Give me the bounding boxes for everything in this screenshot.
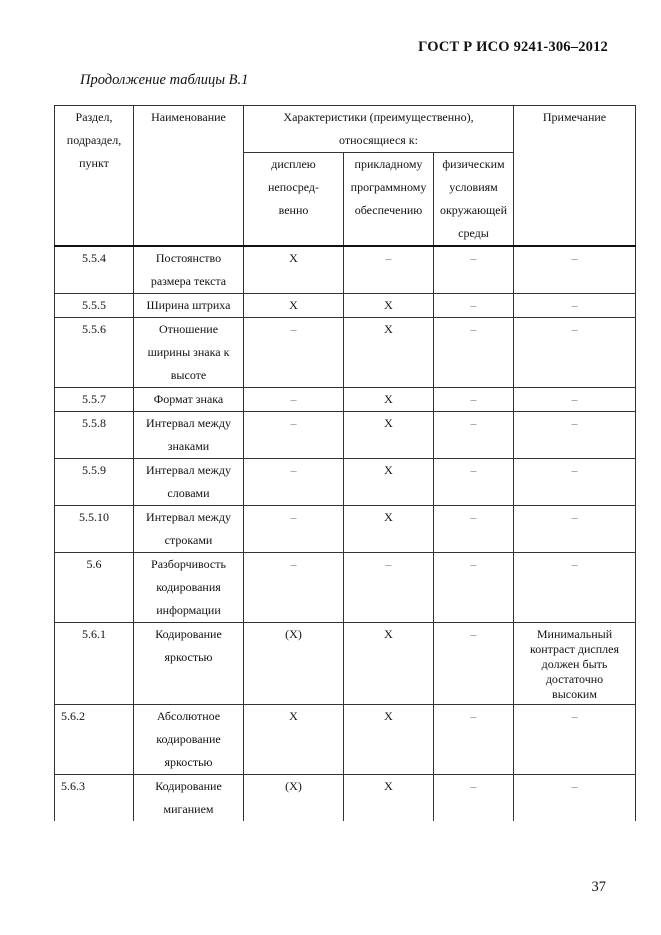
cell-note: – xyxy=(514,294,636,318)
cell-display: X xyxy=(244,294,344,318)
header-name: Наименование xyxy=(134,106,244,247)
table-row xyxy=(55,388,636,412)
table-row xyxy=(55,775,636,822)
cell-physical: – xyxy=(434,775,514,822)
cell-software: X xyxy=(344,775,434,822)
table-row xyxy=(55,294,636,318)
cell-display: – xyxy=(244,388,344,412)
cell-display: (X) xyxy=(244,775,344,822)
cell-section: 5.6.3 xyxy=(55,775,134,822)
cell-note: Минимальный контраст дисплея должен быть достаточно высоким xyxy=(514,623,636,705)
cell-name: Абсолютное кодирование яркостью xyxy=(134,705,244,775)
cell-software: – xyxy=(344,246,434,294)
cell-section: 5.5.4 xyxy=(55,246,134,294)
cell-note: – xyxy=(514,318,636,388)
cell-software: X xyxy=(344,318,434,388)
cell-section: 5.5.6 xyxy=(55,318,134,388)
header-characteristics: Характеристики (преимущественно), относящиеся к: xyxy=(244,106,514,153)
cell-physical: – xyxy=(434,459,514,506)
cell-section: 5.5.7 xyxy=(55,388,134,412)
cell-name: Формат знака xyxy=(134,388,244,412)
cell-section: 5.6 xyxy=(55,553,134,623)
cell-physical: – xyxy=(434,388,514,412)
cell-software: – xyxy=(344,553,434,623)
cell-display: X xyxy=(244,705,344,775)
cell-display: – xyxy=(244,506,344,553)
cell-note: – xyxy=(514,412,636,459)
table-row xyxy=(55,705,636,775)
cell-section: 5.5.9 xyxy=(55,459,134,506)
cell-software: X xyxy=(344,459,434,506)
header-note: Примечание xyxy=(514,106,636,247)
table-body xyxy=(55,246,636,821)
cell-display: X xyxy=(244,246,344,294)
cell-section: 5.5.5 xyxy=(55,294,134,318)
cell-physical: – xyxy=(434,623,514,705)
cell-software: X xyxy=(344,388,434,412)
cell-name: Постоянство размера текста xyxy=(134,246,244,294)
cell-note: – xyxy=(514,506,636,553)
page-number: 37 xyxy=(591,879,606,895)
cell-section: 5.6.2 xyxy=(55,705,134,775)
cell-name: Кодирование миганием xyxy=(134,775,244,822)
table-header-row xyxy=(55,106,636,153)
cell-physical: – xyxy=(434,294,514,318)
cell-software: X xyxy=(344,623,434,705)
cell-section: 5.5.8 xyxy=(55,412,134,459)
cell-physical: – xyxy=(434,412,514,459)
cell-name: Отношение ширины знака к высоте xyxy=(134,318,244,388)
cell-section: 5.5.10 xyxy=(55,506,134,553)
cell-note: – xyxy=(514,388,636,412)
cell-name: Интервал между строками xyxy=(134,506,244,553)
table-row xyxy=(55,506,636,553)
cell-display: – xyxy=(244,412,344,459)
table-row xyxy=(55,553,636,623)
cell-name: Ширина штриха xyxy=(134,294,244,318)
cell-note: – xyxy=(514,775,636,822)
cell-software: X xyxy=(344,294,434,318)
cell-note: – xyxy=(514,553,636,623)
cell-note: – xyxy=(514,459,636,506)
cell-software: X xyxy=(344,506,434,553)
cell-physical: – xyxy=(434,318,514,388)
header-physical: физическим условиям окружающей среды xyxy=(434,153,514,247)
header-display: дисплею непосред- венно xyxy=(244,153,344,247)
cell-physical: – xyxy=(434,506,514,553)
characteristics-table xyxy=(54,105,636,821)
cell-software: X xyxy=(344,705,434,775)
cell-display: – xyxy=(244,553,344,623)
cell-software: X xyxy=(344,412,434,459)
cell-section: 5.6.1 xyxy=(55,623,134,705)
cell-name: Разборчивость кодирования информации xyxy=(134,553,244,623)
cell-display: (X) xyxy=(244,623,344,705)
header-software: прикладному программному обеспечению xyxy=(344,153,434,247)
cell-note: – xyxy=(514,246,636,294)
header-section: Раздел, подраздел, пункт xyxy=(55,106,134,247)
table-caption: Продолжение таблицы В.1 xyxy=(80,72,249,88)
table-row xyxy=(55,459,636,506)
cell-display: – xyxy=(244,459,344,506)
cell-physical: – xyxy=(434,705,514,775)
cell-physical: – xyxy=(434,553,514,623)
cell-note: – xyxy=(514,705,636,775)
cell-display: – xyxy=(244,318,344,388)
table-row xyxy=(55,623,636,705)
cell-name: Интервал между словами xyxy=(134,459,244,506)
document-header: ГОСТ Р ИСО 9241-306–2012 xyxy=(418,39,608,55)
cell-name: Интервал между знаками xyxy=(134,412,244,459)
cell-physical: – xyxy=(434,246,514,294)
table-row xyxy=(55,318,636,388)
cell-name: Кодирование яркостью xyxy=(134,623,244,705)
table-row xyxy=(55,246,636,294)
table-row xyxy=(55,412,636,459)
